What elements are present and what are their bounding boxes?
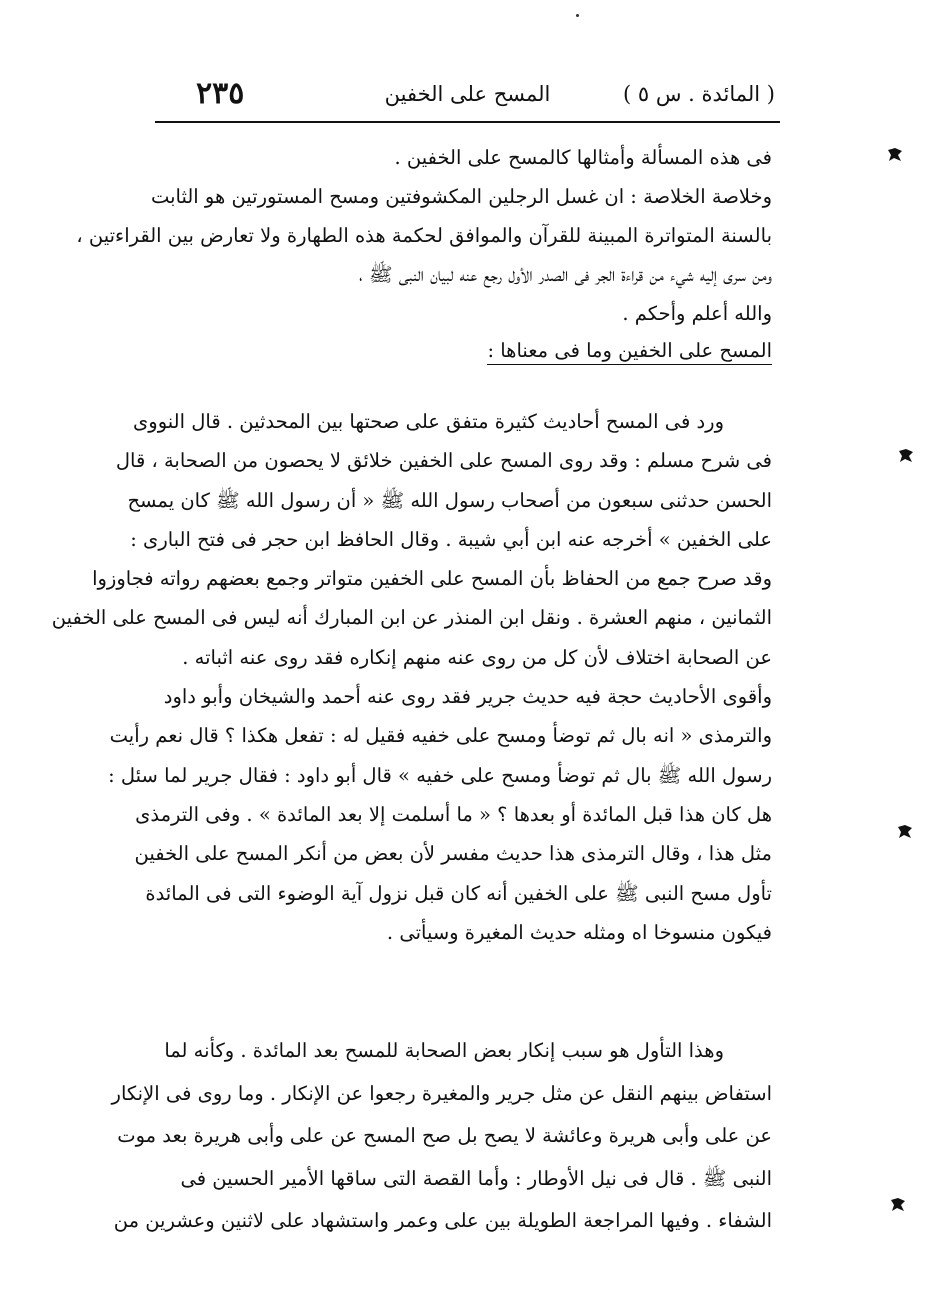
- text-line: استفاض بينهم النقل عن مثل جرير والمغيرة رجعوا عن الإنكار . وما روى فى الإنكار: [111, 1081, 772, 1105]
- text-line: فيكون منسوخا اه ومثله حديث المغيرة وسيأتى .: [386, 920, 772, 944]
- text-line: فى هذه المسألة وأمثالها كالمسح على الخفين .: [394, 146, 772, 169]
- text-line: ومن سرى إليه شيء من قراءة الجر فى الصدر الأول رجع عنه لبيان النبى ﷺ ،: [359, 263, 772, 286]
- text-line: الشفاء . وفيها المراجعة الطويلة بين على وعمر واستشهاد على لاثنين وعشرين من: [113, 1209, 772, 1232]
- text-line: فى شرح مسلم : وقد روى المسح على الخفين خلائق لا يحصون من الصحابة ، قال: [115, 449, 772, 473]
- text-line: تأول مسح النبى ﷺ على الخفين أنه كان قبل نزول آية الوضوء التى فى المائدة: [145, 881, 772, 905]
- page-header: [160, 76, 775, 120]
- paragraph-interpretation: [111, 1030, 772, 1243]
- text-line: على الخفين » أخرجه عنه ابن أبي شيبة . وقال الحافظ ابن حجر فى فتح البارى :: [130, 527, 772, 551]
- scan-speck: [576, 14, 579, 17]
- text-line: هل كان هذا قبل المائدة أو بعدها ؟ « ما أسلمت إلا بعد المائدة » . وفى الترمذى: [135, 802, 772, 826]
- section-heading-text: المسح على الخفين وما فى معناها :: [487, 339, 772, 365]
- paragraph-conclusion: [76, 138, 772, 369]
- margin-ornament-icon: [897, 447, 915, 465]
- text-line: الحسن حدثنى سبعون من أصحاب رسول الله ﷺ « أن رسول الله ﷺ كان يمسح: [127, 488, 772, 512]
- text-line: مثل هذا ، وقال الترمذى هذا حديث مفسر لأن بعض من أنكر المسح على الخفين: [134, 842, 772, 866]
- text-line: رسول الله ﷺ بال ثم توضأ ومسح على خفيه » قال أبو داود : فقال جرير لما سئل :: [108, 763, 772, 787]
- text-line: النبى ﷺ . قال فى نيل الأوطار : وأما القصة التى ساقها الأمير الحسين فى: [180, 1166, 772, 1190]
- text-line: وخلاصة الخلاصة : ان غسل الرجلين المكشوفتين ومسح المستورتين هو الثابت: [150, 185, 772, 208]
- text-line: وأقوى الأحاديث حجة فيه حديث جرير فقد روى عنه أحمد والشيخان وأبو داود: [163, 685, 772, 709]
- text-line: بالسنة المتواترة المبينة للقرآن والموافق لحكمة هذه الطهارة ولا تعارض بين القراءتين ،: [76, 224, 772, 247]
- page-number: ٢٣٥: [196, 76, 245, 111]
- margin-ornament-icon: [896, 823, 914, 841]
- margin-ornament-icon: [889, 1196, 907, 1214]
- running-title: المسح على الخفين: [384, 82, 551, 106]
- text-line: والترمذى « انه بال ثم توضأ ومسح على خفيه فقيل له : تفعل هكذا ؟ قال نعم رأيت: [109, 724, 772, 748]
- text-line: وقد صرح جمع من الحفاظ بأن المسح على الخفين متواتر وجمع بعضهم رواته فجاوزوا: [92, 567, 772, 591]
- text-line: الثمانين ، منهم العشرة . ونقل ابن المنذر عن ابن المبارك أنه ليس فى المسح على الخفين: [51, 606, 772, 630]
- text-line: وهذا التأول هو سبب إنكار بعض الصحابة للمسح بعد المائدة . وكأنه لما: [164, 1039, 724, 1062]
- header-rule: [155, 121, 780, 123]
- text-line: والله أعلم وأحكم .: [622, 302, 772, 325]
- text-line: عن على وأبى هريرة وعائشة لا يصح بل صح المسح عن على وأبى هريرة بعد موت: [117, 1124, 772, 1147]
- text-line: ورد فى المسح أحاديث كثيرة متفق على صحتها بين المحدثين . قال النووى: [133, 410, 724, 433]
- paragraph-hadith: [51, 402, 772, 952]
- margin-ornament-icon: [886, 146, 904, 164]
- section-heading: [160, 333, 772, 369]
- text-line: عن الصحابة اختلاف لأن كل من روى عنه منهم إنكاره فقد روى عنه اثباته .: [182, 645, 772, 669]
- chapter-reference: ( المائدة . س ٥ ): [622, 82, 775, 106]
